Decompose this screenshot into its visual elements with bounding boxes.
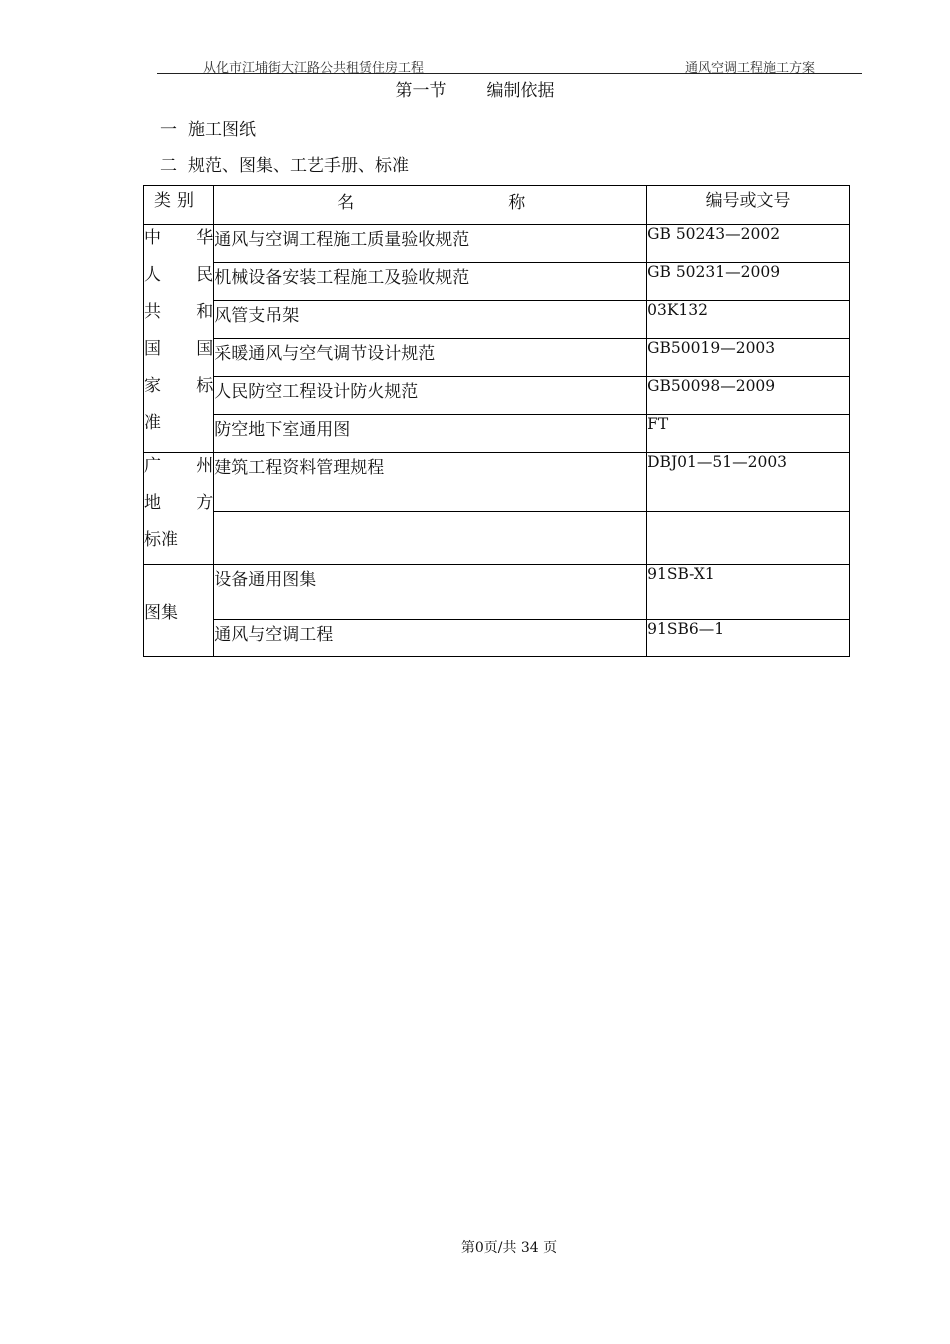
table-row [144,415,850,453]
header-project-name: 从化市江埔街大江路公共租赁住房工程 [203,61,425,76]
table-row [144,263,850,301]
category-local-standard: 广 州 地 方 标准 [144,453,214,565]
standard-name: 人民防空工程设计防火规范 [214,377,647,415]
list-item [160,151,409,176]
standard-code: 91SB-X1 [647,565,850,620]
standard-name: 设备通用图集 [214,565,647,620]
header-category: 类别 [144,186,214,225]
standard-code: DBJ01—51—2003 [647,453,850,512]
table-row [144,565,850,620]
list-item-number: 一 [160,120,177,140]
standard-name: 采暖通风与空气调节设计规范 [214,339,647,377]
standard-name: 防空地下室通用图 [214,415,647,453]
list-item-text: 施工图纸 [188,120,256,140]
standard-code: GB 50243—2002 [647,225,850,263]
standard-code [647,512,850,565]
standard-code: 03K132 [647,301,850,339]
standard-name: 机械设备安装工程施工及验收规范 [214,263,647,301]
list-item-number: 二 [160,156,177,176]
standard-code: 91SB6—1 [647,620,850,657]
section-title [0,76,950,101]
page-header [157,56,862,74]
header-name-part2: 称 [508,193,526,213]
table-row [144,453,850,512]
standard-code: GB50098—2009 [647,377,850,415]
header-name-part1: 名 [337,193,355,213]
header-name [214,186,647,225]
section-heading: 编制依据 [486,81,555,101]
section-number: 第一节 [395,81,447,101]
header-document-name: 通风空调工程施工方案 [684,61,815,76]
standard-code: FT [647,415,850,453]
page-footer: 第0页/共 34 页 [460,1240,558,1256]
table-row [144,512,850,565]
category-atlas: 图集 [144,565,214,657]
standard-code: GB50019—2003 [647,339,850,377]
standard-name: 建筑工程资料管理规程 [214,453,647,512]
table-row [144,339,850,377]
header-code: 编号或文号 [647,186,850,225]
table-header-row [144,186,850,225]
table-row [144,301,850,339]
table-row [144,377,850,415]
standard-name: 通风与空调工程施工质量验收规范 [214,225,647,263]
standard-name: 风管支吊架 [214,301,647,339]
standard-name [214,512,647,565]
list-item [160,115,256,140]
standard-name: 通风与空调工程 [214,620,647,657]
category-national-standard: 中 华 人 民 共 和 国 国 家 标 准 [144,225,214,453]
list-item-text: 规范、图集、工艺手册、标准 [188,156,409,176]
standard-code: GB 50231—2009 [647,263,850,301]
table-row [144,620,850,657]
table-row [144,225,850,263]
standards-table [143,185,850,657]
